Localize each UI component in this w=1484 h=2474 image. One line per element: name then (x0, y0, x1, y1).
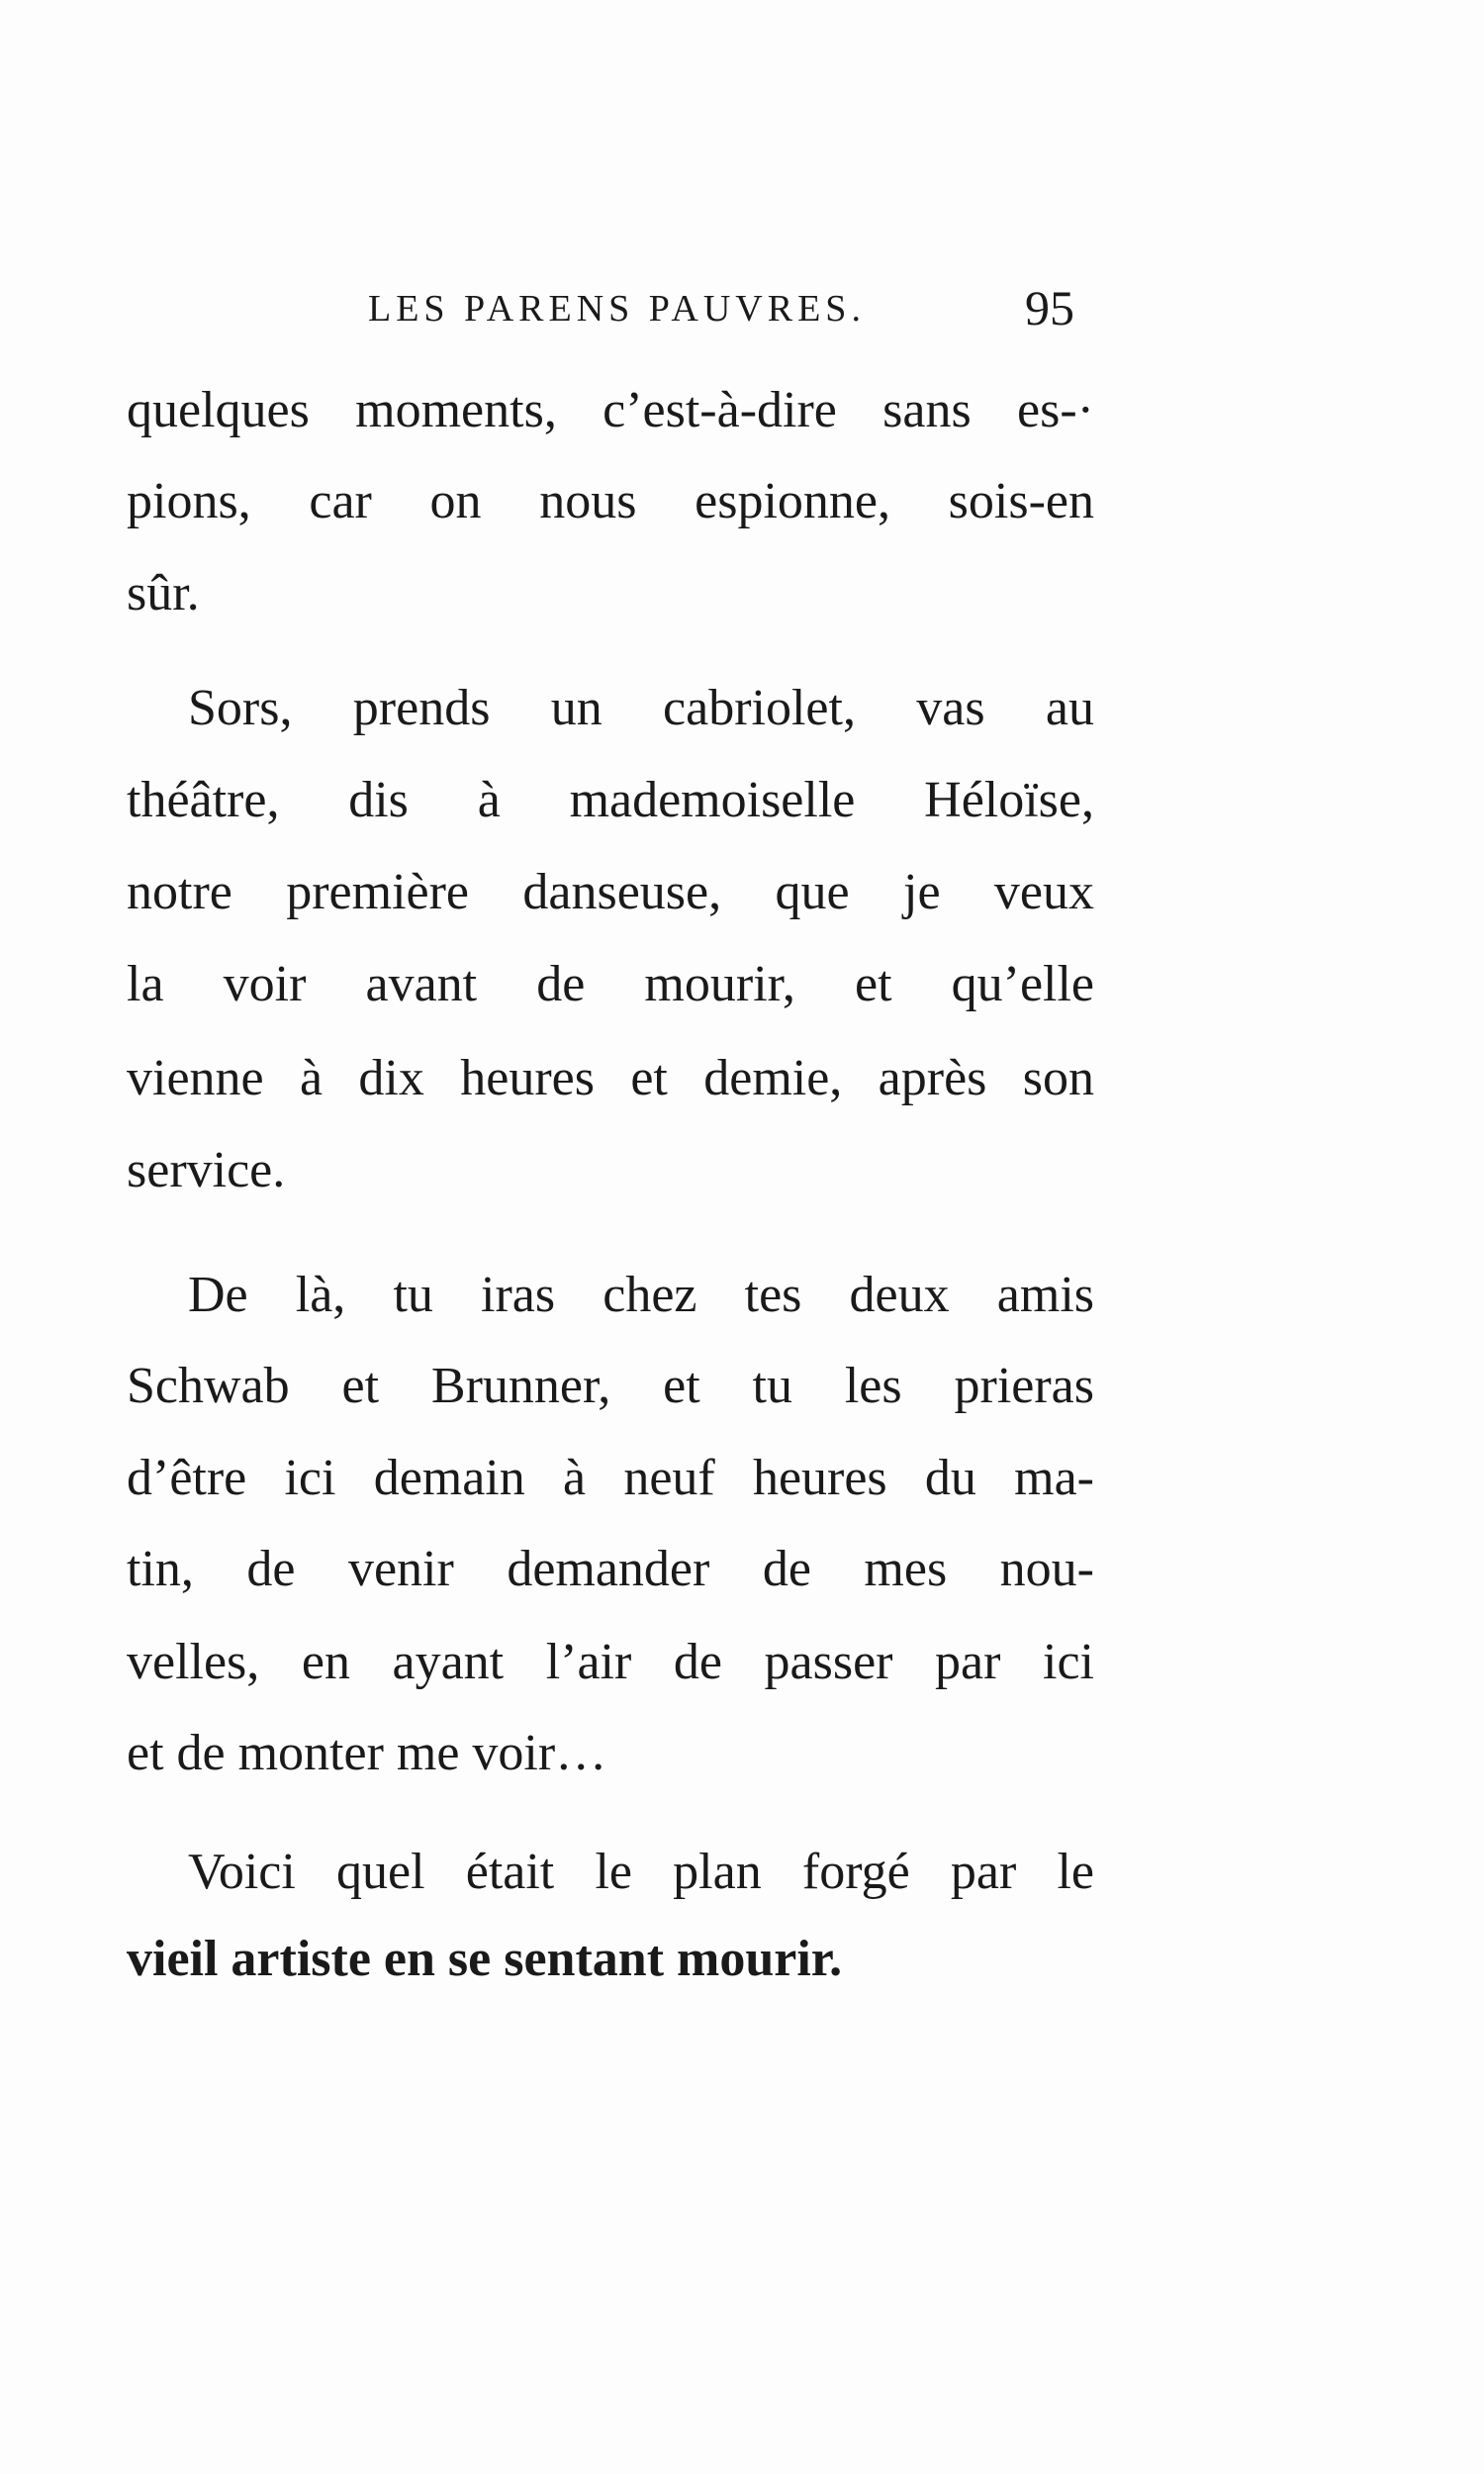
text-line: la voir avant de mourir, et qu’elle (127, 956, 1094, 1012)
text-line: pions, car on nous espionne, sois-en (127, 473, 1094, 529)
text-line: tin, de venir demander de mes nou- (127, 1541, 1094, 1597)
text-line: vienne à dix heures et demie, après son (127, 1050, 1094, 1106)
running-title: LES PARENS PAUVRES. (368, 288, 866, 330)
text-line: De là, tu iras chez tes deux amis (188, 1267, 1094, 1323)
text-line: Voici quel était le plan forgé par le (188, 1844, 1094, 1900)
text-line: Sors, prends un cabriolet, vas au (188, 680, 1094, 736)
text-line: service. (127, 1142, 286, 1198)
text-line: notre première danseuse, que je veux (127, 864, 1094, 920)
text-line: d’être ici demain à neuf heures du ma- (127, 1450, 1094, 1506)
text-line: théâtre, dis à mademoiselle Héloïse, (127, 772, 1094, 828)
text-line: velles, en ayant l’air de passer par ici (127, 1634, 1094, 1690)
text-line: Schwab et Brunner, et tu les prieras (127, 1358, 1094, 1414)
text-line: vieil artiste en se sentant mourir. (127, 1931, 843, 1987)
text-line: quelques moments, c’est-à-dire sans es-· (127, 382, 1094, 438)
text-line: sûr. (127, 565, 200, 621)
page-number: 95 (1025, 280, 1074, 335)
text-line: et de monter me voir… (127, 1725, 607, 1781)
